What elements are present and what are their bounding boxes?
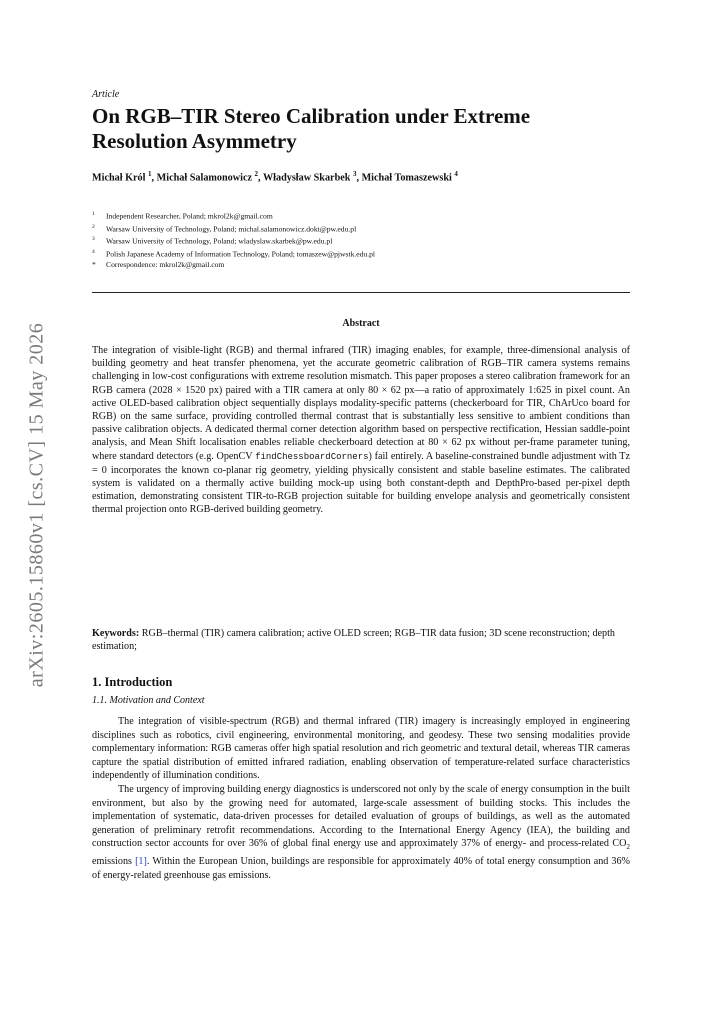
affiliation-mark: 3 [92,236,95,243]
author-affiliation-mark: 2 [254,170,259,178]
affiliation-mark: 4 [92,248,95,255]
affiliation-list [92,209,630,270]
author-name: Michał Salamonowicz [156,172,252,184]
author-list: Michał Król $^1$, Michał Salamonowicz $^2$, Władysław Skarbek $^3$, Michał Tomaszewski $^4$ [92,170,458,184]
author-affiliation-mark: 4 [454,170,458,178]
header-divider [92,292,630,293]
keywords [92,627,630,653]
article-type-label: Article [92,89,120,100]
author-affiliation-mark: 3 [352,170,357,178]
paper-title: On RGB–TIR Stereo Calibration under Extreme Resolution Asymmetry [92,104,531,153]
author-name: Władysław Skarbek [262,172,351,184]
abstract-part: The integration of visible-light (RGB) and thermal infrared (TIR) imaging enables, for example, three-dimensional analysis of building geometry and heat transfer phenomena, yet the accurate geometric calibration of RGB–TIR camera systems remains challenging in low-cost configurations with extreme resolution mismatch. This paper proposes a stereo calibration framework for an RGB camera (2028 × 1520 px) paired with a TIR camera at only 80 × 62 px—a ratio of approximately 1:625 in pixel count. An active OLED-based calibration object sequentially displays modality-specific patterns (checkerboard for TIR, ChArUco board for RGB) on the same surface, providing controlled thermal contrast that is substantially less sensitive to ambient conditions than passive calibration objects. A dedicated thermal corner detection algorithm based on perspective rectification, Hessian saddle-point analysis, and Mean Shift localisation enables reliable checkerboard detection at 80 × 62 px without per-frame parameter tuning, where standard detectors (e.g. OpenCV [92,345,630,462]
affiliation-item [92,247,630,260]
affiliation-mark: 2 [92,223,95,230]
abstract-text [92,344,630,517]
citation-link[interactable]: [1] [135,855,147,867]
keywords-text: RGB–thermal (TIR) camera calibration; active OLED screen; RGB–TIR data fusion; 3D scene reconstruction; depth estimation; [92,628,615,653]
author-affiliation-mark: 1 [148,170,152,178]
correspondence-text: Correspondence: mkrol2k@gmail.com [106,260,225,270]
affiliation-item [92,234,630,247]
abstract-heading: Abstract [342,318,380,329]
subsection-heading: 1.1. Motivation and Context [92,695,205,706]
keywords-label: Keywords: [92,628,140,639]
affiliation-text: Independent Researcher, Poland; mkrol2k@gmail.com [106,211,273,221]
abstract-part: ) fail entirely. A baseline-constrained bundle adjustment with Tz = 0 incorporates the known co-planar rig geometry, yielding physically consistent and stable baseline estimates. The calibrated system is validated on a thermally active building mock-up using both constant-depth and DepthPro-based per-pixel depth estimation, demonstrating consistent TIR-to-RGB projection suitable for building envelope analysis and geometrically consistent thermal projection onto RGB-derived building geometry. [92,450,630,516]
affiliation-item [92,209,630,222]
correspondence-item [92,259,630,270]
paragraph-text: emissions [92,855,136,867]
section-heading: 1. Introduction [92,675,173,689]
affiliation-text: Warsaw University of Technology, Poland; wladyslaw.skarbek@pw.edu.pl [106,236,333,246]
affiliation-mark: 1 [92,211,95,217]
abstract-code: findChessboardCorners [255,451,369,462]
paragraph-text: . Within the European Union, buildings are responsible for approximately 40% of total energy consumption and 36% of energy-related greenhouse gas emissions. [92,855,630,881]
section-body [92,715,630,882]
subscript: 2 [626,843,630,852]
affiliation-item [92,222,630,235]
correspondence-mark: * [92,260,96,270]
paragraph: The integration of visible-spectrum (RGB) and thermal infrared (TIR) imagery is increasingly employed in engineering disciplines such as robotics, civil engineering, environmental monitoring, and geodesy. These two sensing modalities provide complementary information: RGB cameras offer high spatial resolution and rich geometric and textural detail, whereas TIR cameras capture the spatial distribution of emitted infrared radiation, enabling observation of temperature-related surface characteristics independently of illumination conditions. [92,716,630,782]
affiliation-text: Warsaw University of Technology, Poland; michal.salamonowicz.dokt@pw.edu.pl [106,224,357,234]
author-name: Michał Król [92,172,146,184]
paragraph-text: The urgency of improving building energy diagnostics is underscored not only by the scale of energy consumption in the built environment, but also by the growing need for automated, large-scale assessment of building stocks. This includes the implementation of systematic, data-driven processes for detailed evaluation of groups of buildings, as well as the automated generation of preliminary retrofit recommendations. According to the International Energy Agency (IEA), the building and construction sector accounts for over 36% of global final energy use and approximately 37% of energy- and process-related CO [92,783,630,850]
affiliation-text: Polish Japanese Academy of Information Technology, Poland; tomaszew@pjwstk.edu.pl [106,249,376,259]
author-name: Michał Tomaszewski [361,172,452,184]
paragraph [92,783,630,882]
arxiv-sidebar [22,290,52,720]
arxiv-identifier: arXiv:2605.15860v1 [cs.CV] 15 May 2026 [25,322,48,688]
